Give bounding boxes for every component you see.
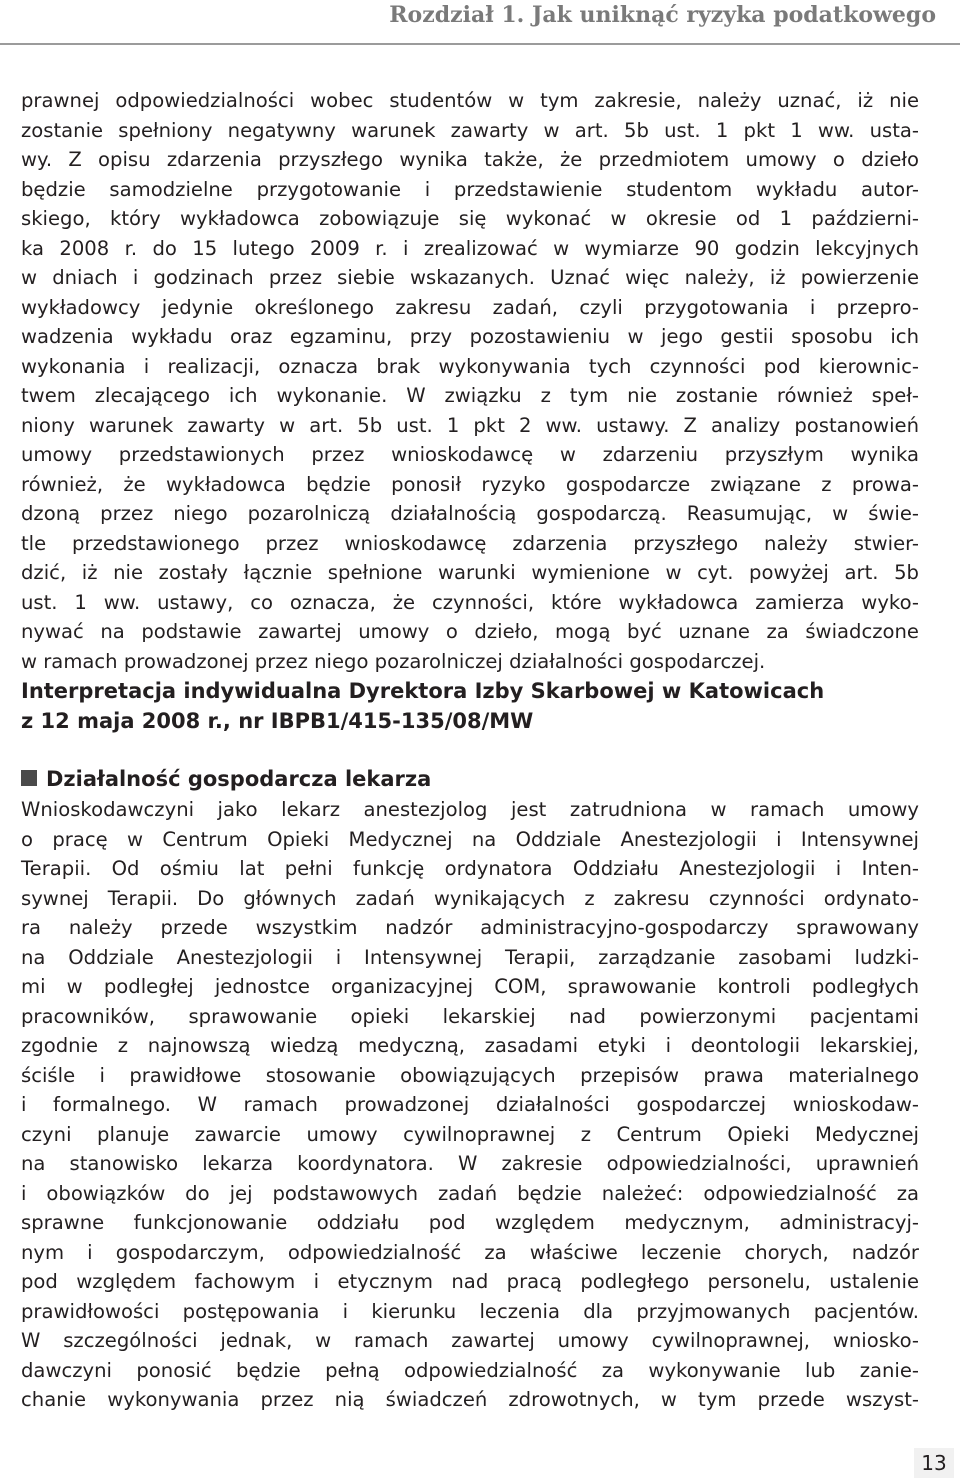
text-line: mi w podległej jednostce organizacyjnej COM, sprawowanie kontroli podległych <box>21 975 919 998</box>
text-line: pod względem fachowym i etycznym nad pracą podległego personelu, ustalenie <box>21 1270 919 1293</box>
text-line: zostanie spełniony negatywny warunek zawarty w art. 5b ust. 1 pkt 1 ww. usta- <box>21 118 919 142</box>
interpretation-citation <box>21 676 919 735</box>
text-line: na Oddziale Anestezjologii i Intensywnej Terapii, zarządzanie zasobami ludzki- <box>21 945 919 969</box>
citation-line: Interpretacja indywidualna Dyrektora Izby Skarbowej w Katowicach <box>21 679 825 703</box>
text-line: nym i gospodarczym, odpowiedzialność za właściwe leczenie chorych, nadzór <box>21 1240 919 1264</box>
text-line: sywnej Terapii. Do głównych zadań wynikających z zakresu czynności ordynato- <box>21 886 919 910</box>
text-line: i formalnego. W ramach prowadzonej działalności gospodarczej wnioskodaw- <box>21 1093 919 1116</box>
text-line: dzić, iż nie zostały łącznie spełnione warunki wymienione w cyt. powyżej art. 5b <box>21 561 919 584</box>
header-rule <box>0 43 960 45</box>
text-line: czyni planuje zawarcie umowy cywilnoprawnej z Centrum Opieki Medycznej <box>21 1122 919 1146</box>
citation-line: z 12 maja 2008 r., nr IBPB1/415-135/08/MW <box>21 708 534 733</box>
text-line: wykonania i realizacji, oznacza brak wykonywania tych czynności pod kierownic- <box>21 354 919 378</box>
text-line: na stanowisko lekarza koordynatora. W zakresie odpowiedzialności, uprawnień <box>21 1152 919 1175</box>
text-line: W szczególności jednak, w ramach zawartej umowy cywilnoprawnej, wniosko- <box>21 1329 919 1352</box>
text-line: pracowników, sprawowanie opieki lekarskiej nad powierzonymi pacjentami <box>21 1004 919 1028</box>
text-line: dzoną przez niego pozarolniczą działalnością gospodarczą. Reasumując, w świe- <box>21 502 919 525</box>
text-line: umowy przedstawionych przez wnioskodawcę w zdarzeniu przyszłym wynika <box>21 443 919 466</box>
text-line: w ramach prowadzonej przez niego pozarolniczej działalności gospodarczej. <box>21 649 766 673</box>
text-line: ściśle i prawidłowe stosowanie obowiązujących przepisów prawa materialnego <box>21 1063 919 1087</box>
chapter-title: Rozdział 1. Jak uniknąć ryzyka podatkowego <box>389 2 936 28</box>
text-line: ust. 1 ww. ustawy, co oznacza, że czynności, które wykładowca zamierza wyko- <box>21 590 919 614</box>
text-line: tle przedstawionego przez wnioskodawcę zdarzenia przyszłego należy stwier- <box>21 531 919 555</box>
text-line: sprawne funkcjonowanie oddziału pod względem medycznym, administracyj- <box>21 1211 919 1234</box>
text-line: skiego, który wykładowca zobowiązuje się wykonać w okresie od 1 październi- <box>21 207 919 230</box>
paragraph-1 <box>21 86 919 676</box>
text-line: o pracę w Centrum Opieki Medycznej na Oddziale Anestezjologii i Intensywnej <box>21 827 919 851</box>
square-bullet-icon <box>21 770 37 786</box>
text-line: dawczyni ponosić będzie pełną odpowiedzialność za wykonywanie lub zanie- <box>21 1358 919 1382</box>
text-line: niony warunek zawarty w art. 5b ust. 1 pkt 2 ww. ustawy. Z analizy postanowień <box>21 413 919 437</box>
text-line: w dniach i godzinach przez siebie wskazanych. Uznać więc należy, iż powierzenie <box>21 266 919 289</box>
text-line: wykładowcy jedynie określonego zakresu zadań, czyli przygotowania i przepro- <box>21 295 919 319</box>
text-line: wadzenia wykładu oraz egzaminu, przy pozostawieniu w jego gestii sposobu ich <box>21 325 919 348</box>
text-line: chanie wykonywania przez nią świadczeń zdrowotnych, w tym przede wszyst- <box>21 1388 919 1411</box>
text-line: ra należy przede wszystkim nadzór administracyjno-gospodarczy sprawowany <box>21 916 919 939</box>
text-line: prawidłowości postępowania i kierunku leczenia dla przyjmowanych pacjentów. <box>21 1299 919 1323</box>
section-heading <box>21 764 431 794</box>
text-line: wy. Z opisu zdarzenia przyszłego wynika także, że przedmiotem umowy o dzieło <box>21 148 919 171</box>
text-line: również, że wykładowca będzie ponosił ryzyko gospodarcze związane z prowa- <box>21 472 919 496</box>
text-line: ka 2008 r. do 15 lutego 2009 r. i zrealizować w wymiarze 90 godzin lekcyjnych <box>21 236 919 260</box>
text-line: prawnej odpowiedzialności wobec studentów w tym zakresie, należy uznać, iż nie <box>21 89 919 112</box>
text-line: nywać na podstawie zawartej umowy o dzieło, mogą być uznane za świadczone <box>21 620 919 643</box>
paragraph-2 <box>21 795 919 1415</box>
text-line: będzie samodzielne przygotowanie i przedstawienie studentom wykładu autor- <box>21 177 919 201</box>
page-header <box>0 0 960 44</box>
section-title: Działalność gospodarcza lekarza <box>46 767 432 791</box>
text-line: zgodnie z najnowszą wiedzą medyczną, zasadami etyki i deontologii lekarskiej, <box>21 1034 919 1057</box>
text-line: Terapii. Od ośmiu lat pełni funkcję ordynatora Oddziału Anestezjologii i Inten- <box>21 857 919 880</box>
text-line: twem zlecającego ich wykonanie. W związku z tym nie zostanie również speł- <box>21 384 919 407</box>
text-line: Wnioskodawczyni jako lekarz anestezjolog jest zatrudniona w ramach umowy <box>21 798 919 821</box>
page-number: 13 <box>914 1448 954 1478</box>
text-line: i obowiązków do jej podstawowych zadań będzie należeć: odpowiedzialność za <box>21 1181 919 1205</box>
